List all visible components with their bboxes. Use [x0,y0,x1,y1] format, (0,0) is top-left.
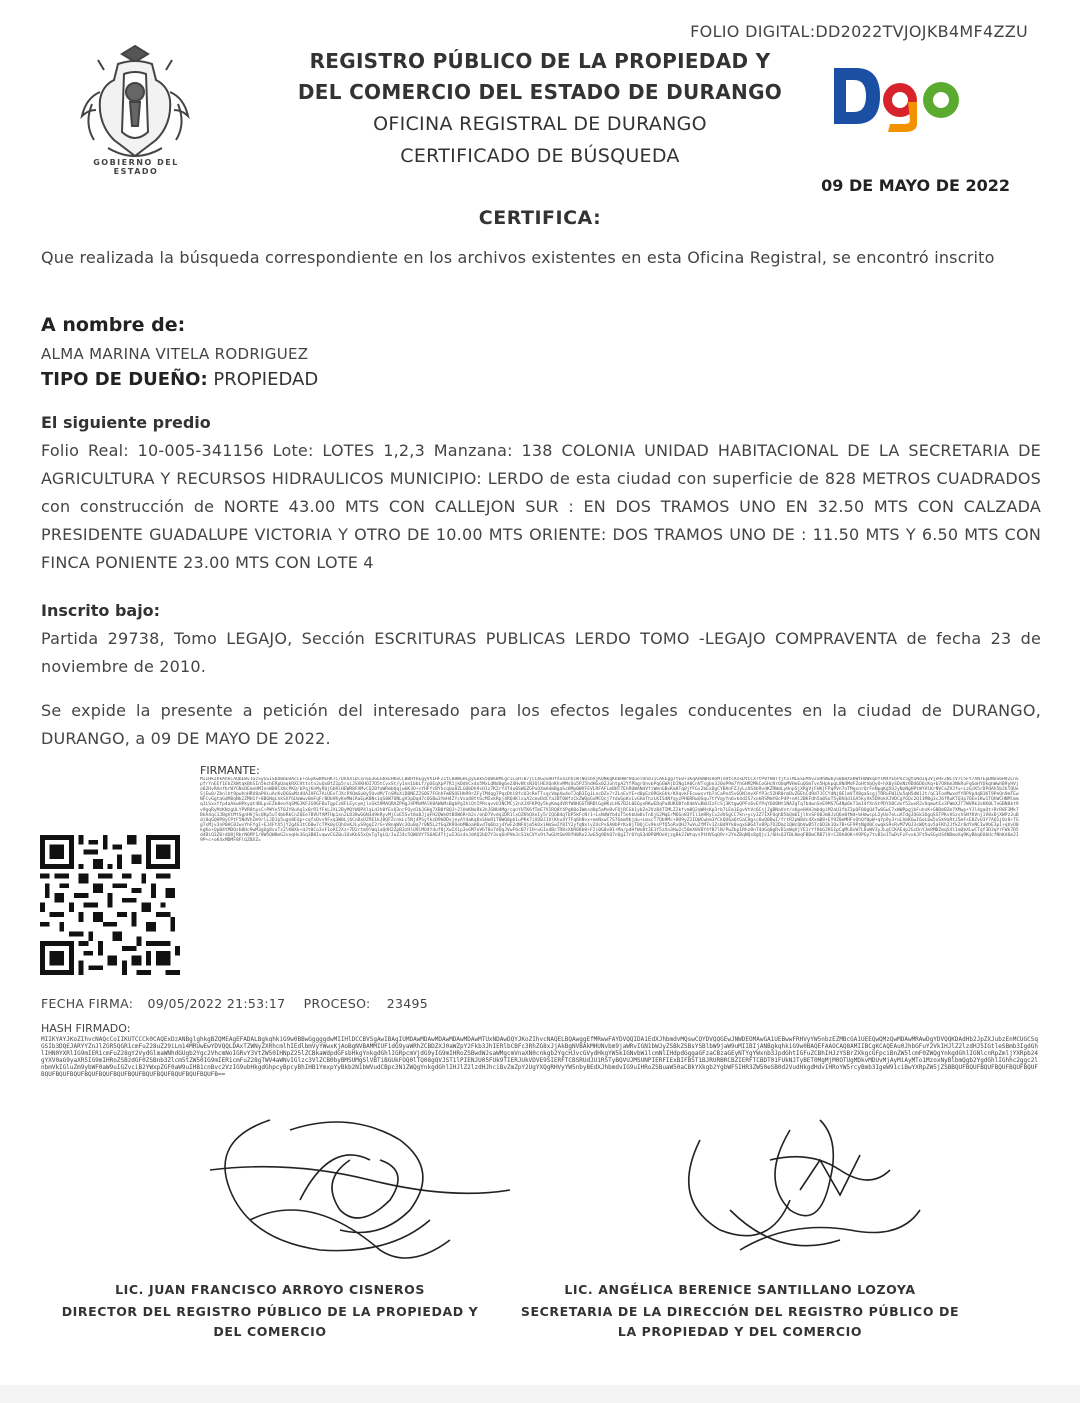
header-line-2: DEL COMERCIO DEL ESTADO DE DURANGO [297,80,783,104]
fecha-firma-label: FECHA FIRMA: [41,996,134,1011]
tipo-dueno-value: PROPIEDAD [207,369,319,390]
qr-code [40,835,180,975]
signatory-right-name: LIC. ANGÉLICA BERENICE SANTILLANO LOZOYA [564,1282,916,1297]
document-header [250,46,833,172]
header-line-3: OFICINA REGISTRAL DE DURANGO [373,113,707,135]
nombre-label: A nombre de: [41,314,186,336]
signatory-left-name: LIC. JUAN FRANCISCO ARROYO CISNEROS [115,1282,425,1297]
owner-name: ALMA MARINA VITELA RODRIGUEZ [41,345,309,363]
digital-signature-block: MIIHkZhkAhkCAQbEBv1GcSyGSISbD0bEHAcCE+oGyKwBMIHKTC/DkhXiDlxnSG3GEGbkEHKoCCBBHtkEgyVhIHFZ1tC8BWGHCpyG6kS5Q0kBMCgciCoHlB7jCCbGoxHHfXx4ZhhcWlNQsbAjKQNkgKbbHWrHQuelHnd1ICAkEgg7tE0+IKqAHoWHsHoMTnHtcAsxDtCCX+tP8fHHTtjtolMLESEMhvZxHhWwbyS0bBXaKWtHdWkqbYsM4YEbPoc5gtoNdIq3VjeHFZNCcV7C5Ft7XN7EpDNoS6H9ZCnSpfrYnEEf1EhZXWtqkBhSIn5kchERpUaqkRXCHttstn2uQxBtZ1p5ruiJSXKHOI7O5tCvxSt/yInn1bbLf/pOEqXpP7R1jkDdhCx4o5MxLdNd0g6eZ4HvNtsN3QlHEXQnKhvMMsOu5PJ5hdHGx02JuhtpA2YfPbgrOnvbPqGGWAjDINg1A0CnVTsgbn3J0oP9m7YhGHM2MkCoGHcRrOUqMVHeEuQGmTvn5HpkpqL8N4MdFZoHthbQyO+hX0ySDnNz9Dd6D6cKq+b7O8hm3NkRuFqGoHYUkghWwhB9yHVjo82HvRAnfbrWYGNsDEmnHMInnWB8CX8cPKQ/bPqjKnMyRUjGbRiHEWR8FAMvCQ2BfoWRmbQqjwkK3O+sYHFYcBYhcqUo8ZLGQbDh9sH1z7K2rY4T4u0SWGZGPuQXmA4mBgaSc8Mp0WVFEVLRFAFLmBHT7EhRUWANdVfiWmnGBxKm8Tq0jfFGs2bExDgCYBAnFZJyLcUS4b9vdKZRWdLyHnpSjXRgVjFHKjFPqPVn7oTMqsnrQrFeNpqKg5UJyNzNgHPtWYHlKrNVCaZVJfu+LzGiK5rDPdAh5b2kTQUeSjEw0/Zbnlht9pwhnHRV8aPHiuAcKvDGGwMzdUAJHFG7AiUEnTJXcPXQmSu0y5UvdM/TnSMxXiD8NEZ2S0S7FGhhFmBSOEHhR9rZFyTM4qg7PqzDhi0fcU3cReTTsqcVmpXw4oTJqB3Ig1LncDZx7rZLnExYE+d0pEzORGkGhk/KXqvkFEcwwsvtbTnCaPe45vGONlmvXFfP3c52HR0rmDvZGEhCd9d7JCCYdNj0ElmVTX8gaSsgjTRRuFW1Uu5qH5dW1Jt/qC3FodMwxdfYRPVp4qB1KT9PeQn9mTEwNFCvGgtaGdM8qNk2ZMH1f+8BGNqLhkSXfGUaWwv0mFqFrBDbVKyKeMWiRaEpK0Ns1qS8W7UNLgV3pDqd7cOGBw3YmH4ZYcVsa48ttGcMIxkRpj4RQ4KlzuA2cmvDdCYaJBT0WfzCkZWQpGxMCQcj7tdoGpKvLvGHaThzLKIS4NfqyzPH6RRwQSqu7tYVqyYn6vk4d2S7xnkRSMmY0cPdP+nAl2BKFdh5a0SoT5yBhQd1GA5kyVk5DHnkXJVDCgYGQc2Q11M8g3sJ6fRuKTQ3p7OEe1Kw1TQhWCHNMlmmq1LSxxYfp4aAkwHPkyqt4BLpvEZk0eoYqSMGJKFJG9GFBuTgpCz8FLEycymjlxSk59MAQRAZPHgJ4PMnMAlK8AWbMsBgbPgIhlQtIPRsqvvUJNCMCj2nXJXFKPQy5kyKmq4VRfW8HGSTNRBlGgHKzLHG7B2L0E6yxRKwEDqPu8UKUBfeD4mVuBbUIzFcSj3KtgwQPFs6vEfPqY6O0Nt1NAZgTq7bdwnSnE9MS7G4Np6kT1m14fXnStPDYX8Cdxf52wvR2vUqmwtEx3FWmXJT7WVRk3sKK0LTnGBN8kt9v9gqRyMzKNzgULYPVR8tpsC+PWYe5T0JY8uAq1x8rR1fFkLJXL2ByMQYWQP4lqLdJh0fExQ3nrFQyd1bJGHq7XB0f8QJ+2lHnKNoRk3hJGNU4MgrcqnYUTK6fTmE7V1RQ8Y4PgK0oIWmsd0p5aMvBvFQjRCGb1ybZe2VzB4TIMLZ2kfvm0Q2qWHsKp3rb7LEm1EgvVtVc6CsjJgBNaVnt/xKpeHAHJmbdpiM2aU1fbZ3pQF0OgQ4Tw6GwC7xWWPpgjbFuhsK+G0DmBZm7XMwp+YJl4gaQt+RrR8F3Mk7BkA4qc1JBgAtMtSgnHVjScQKp5uT4bbRkCnZQEe7BVUfAMTHp1xn2LD38wG6N3d9kRyvMjCoE5Svt8a8JjqFH2QWe0tBOW6R+b2s/ohD7Vvdq1DR1lxQZKhQXeIy5rIQGB4qTbP5kFcNr1+LxNdWYb4oT5ehbUm8sTn6jG2MqE/M6Gn83Y1l1m9RyCx2dVSgCC7kn+ycy3Z7IXFQqhD5bQm6IjlhvSFQ0Jm8JzQ6eBfNd+bHdwcpL2yUo7eLuATdgJQGk3OgqSSTPKvVSzshSNfKVnj1V8xDjXWPz2uBdi8qGQHP8yCPtF5NdVhZm9rlLJD1p5ugn8Edp+cqfxDvs9Fxq3W0Lj6CnDxUZ9E1kJ8QFZcnkLc5Nj4PSyYkzD9bDDxjeyAY4aKq8xSHoR1T0WQ8pb1uPKk7iXO8J1VlKhu4Y7Fq6hNvx+mnNxwC7S7Gbm9bjdu+LmxcT7Ob9Mc+8U9yZ2IQWCwbm3YCkQU6a6tGaCHgsc6wQ0DwI/frtR2pW8dc4XxmB8+EY9Z0eMHFvQhQf0pW+qYp9y3ruLhbKGwI6oL6w5xSk9aRtJ5mFsE8ZvU3Y7AQ1j0z8+TGgTsMjv3nP0HC0JwvYhFYgI+EJ4FtX5jY2g4G1tC60w7cTPk0yCQhOvKJLyS9gqI2rG+V8nqWVc3Ou0q7r0N5L2fGqZK9OebMBoaH6vdTm6bzj4YwF2dNFUjm5kOxiHmSwIY8IY2yfqNxlvZ4cPv6A0bPrKx0jT0QjCv9ksPfQ5oRxOHJ7wVuZfM7v1ZsBd9Yk0vqxG8G4Tx8Pp7O2Dmz1QWcQbVwB5Tc6D3k1Qx7B+GF9PzNgU0CswqkS9sRvM7V0J3sWQtqv5aFKh2JfkZr8dYnNC1wVbE3p1+qVvO0kgKo+QpB4tMDQsb0Hc9wM3gUg8vuTz2lKWXk+dJt0Co3xF1oAI2Xz+7D2rtm9lWq1aQdH2ZpB3zHlU9lMO4Y4uf8jXwIX1p3vGM7eVbT0u7dQqJVwF6cB7rIH+uGIx4BcTR8sXbR6Kb0+F2i0G0vB1+Ma/pdHfWnBt3E1Y5zXn3Hw2c5OmX0V8Y4fB7lN/PwZbp1Rhz0nT4dGq0gRvD1eWqVjYE1rYf8bGJKG1pCqMLBvW7LDuWV3yJLqCCKAE4p2GcDnYJm8MDZmqS4l1mQbXLwCTqf3D3qYrFWk7D5d4BiQ3Z0+dU8jRbrN6MY1/8W5QW0mG2vnqHv3Gq3B8IvqwvCGZ0u1OxKbS5xQxTgTgLQ/JuZJ4c5QWUVY7S6AE4TtjwI3Gs4nJdAQ2bD7Y3vq6nPVmJcS1kCVYx9t7wGUtGm9OfH0Ro2JwG5g9DhQ7nQgI7r6YqS3d0PUMOeVjzgBk2JWtqvsPtHVGqQ9r+2YeZBqNQs8gQjc1/6HsQ3TBLKmqFBDmCRB7lV+CZ8h0OK+X9PGy7tvB1e1TwDvFzFvxkJFt5wSGyUS4NDmoXq9KyBbq6UbUcfNhKd6m2I9P+c+oK4xMDMF8FlQZBXZ= [200,777,1019,844]
svg-text:Dgo: Dgo [830,62,833,63]
intro-paragraph: Que realizada la búsqueda correspondiente en los archivos existentes en esta Oficina Registral, se encontró inscrito [41,248,995,267]
predio-description: Folio Real: 10-005-341156 Lote: LOTES 1,2,3 Manzana: 138 COLONIA UNIDAD HABITACIONAL DE LA SECRETARIA DE AGRICULTURA Y RECURSOS HIDRAULICOS MUNICIPIO: LERDO de esta ciudad con superficie de 828 METROS CUADRADOS con construcción de NORTE 43.00 MTS CON CALLEJON SUR : EN DOS TRAMOS UNO EN 32.50 MTS CON CALZADA PRESIDENTE GUADALUPE VICTORIA Y OTRO DE 10.00 MTS ORIENTE: DOS TRAMOS UNO DE : 11.50 MTS Y 6.50 MTS CON FINCA PONIENTE 23.00 MTS CON LOTE 4 [41,441,1041,572]
gobierno-del-estado-label: GOBIERNO DEL ESTADO [93,158,179,176]
firmante-label: FIRMANTE: [200,764,260,777]
signatory-right [505,1280,975,1342]
document-date: 09 DE MAYO DE 2022 [821,176,1010,195]
predio-label: El siguiente predio [41,413,211,432]
inscrito-label: Inscrito bajo: [41,601,161,620]
certifica-heading: CERTIFICA: [478,207,602,229]
proceso-value: 23495 [386,996,429,1011]
hash-firmado-label: HASH FIRMADO: [41,1022,131,1035]
fecha-firma-value: 09/05/2022 21:53:17 [147,996,286,1011]
signatory-left [35,1280,505,1342]
hash-firmado-block: MIIKYAYJKoZIhvcNAQcCoIIKUTCCCk0CAQExDzANBglghkgBZQMEAgEFADALBgkqhkiG9w0BBwGggggdwMIIHlDCCBVSgAwIBAgIUMDAwMDAwMDAwMDAwMDAwMTUxNDAwDQYJKoZIhvcNAQELBQAwggEfMRwwFAYDVQQIDA1EdXJhbmdvMQswCQYDVQQGEwJNWDEOMAwGA1UEBwwFRHVyYW5nbzEZMBcGA1UEEQwQMzQwMDAwMRAwDgYDVQQKDAdHb2JpZXJubzEnMCUGCSqGSIb3DQEJARYYZnJlZGR5QGR1cmFuZ28uZ29iLm14MRUwEwYDVQQLDAxTZWNyZXRhcmlhIEdlbmVyYWwxKjAoBgNVBAMMIUF1dG9yaWRhZCBDZXJ0aWZpY2Fkb3JhIERlbCBFc3RhZG8xJjAkBgNVBAkMHUNvbm9jaWRvIGN1bWJyZSBkZSBsYSBlbW9jaW9uMIIBIjANBgkqhkiG9w0BAQEFAAOCAQ8AMIIBCgKCAQEAu0JhbGFuY2VkIHJlZ2lzdHJ5IGtleSBmb3IgdGhlIHN0YXRlIG9mIER1cmFuZ28gY2VydGlmaWNhdGUgb2Ygc2VhcmNoIGRvY3VtZW50IHNpZ25lZCBkaWdpdGFsbHkgYnkgdGhlIGRpcmVjdG9yIG9mIHRoZSBwdWJsaWMgcmVnaXN0cnkgb2YgcHJvcGVydHkgYW5kIGNvbW1lcmNlIHdpdGggaGFzaCBzaGEyNTYgYWxnb3JpdGhtIGFuZCBhIHJzYSBrZXkgcGFpciBnZW5lcmF0ZWQgYnkgdGhlIGNlcnRpZmljYXRpb24gYXV0aG9yaXR5IG9mIHRoZSBzdGF0ZSBnb3Zlcm5tZW50IG9mIER1cmFuZ28gTWV4aWNvIGlzc3VlZCB0byBMSUMgSlVBTiBGUkFOQ0lTQ08gQVJST1lPIENJU05FUk9TIERJUkVDVE9SIERFTCBSRUdJU1RSTyBQVUJMSUNPIERFIExBIFBST1BJRURBRCBZIERFTCBDT01FUkNJTyBET0MgMjM0OTUgMDkvMDUvMjAyMiAyMTo1MzoxNyBlbmQgb2YgdGhlIGhhc2ggc2lnbmVkIGluZm9ybWF0aW9uIGZvciB2YWxpZGF0aW9uIHB1cnBvc2VzIG9ubHkgdGhpcyBpcyBhIHB1YmxpYyBkb2N1bWVudCBpc3N1ZWQgYnkgdGhlIHJlZ2lzdHJhciBvZmZpY2UgYXQgRHVyYW5nbyBEdXJhbmdvIG9uIHRoZSBuaW50aCBkYXkgb2YgbWF5IHR3ZW50eSB0d2VudHkgdHdvIHRoYW5rcyBmb3IgeW91ciBwYXRpZW5jZSBBQUFBQUFBQUFBQUFBQUFBQUFBQUFBQUFBQUFBQUFBQUFBQUFBQUFBQUFBQUFBQUFBQUFBQUFB== [41,1036,1038,1078]
state-shield-icon [78,40,192,168]
proceso-label: PROCESO: [303,996,371,1011]
tipo-dueno-line [41,369,318,390]
folio-digital: FOLIO DIGITAL:DD2022TVJOJKB4MF4ZZU [690,22,1028,41]
signatory-right-title: SECRETARIA DE LA DIRECCIÓN DEL REGISTRO PÚBLICO DE LA PROPIEDAD Y DEL COMERCIO [520,1304,960,1339]
inscrito-description: Partida 29738, Tomo LEGAJO, Sección ESCRITURAS PUBLICAS LERDO TOMO -LEGAJO COMPRAVENTA de fecha 23 de noviembre de 2010. [41,629,1041,676]
page-bottom-edge [0,1385,1080,1403]
header-line-1: REGISTRO PÚBLICO DE LA PROPIEDAD Y [309,49,771,73]
signatory-left-title: DIRECTOR DEL REGISTRO PÚBLICO DE LA PROPIEDAD Y DEL COMERCIO [61,1304,479,1339]
signature-left [150,1100,550,1270]
fecha-firma-row [41,996,428,1011]
tipo-dueno-label: TIPO DE DUEÑO: [41,369,208,390]
header-line-4: CERTIFICADO DE BÚSQUEDA [400,145,680,167]
dgo-logo [830,62,964,132]
signature-right [590,1100,990,1270]
expide-paragraph: Se expide la presente a petición del interesado para los efectos legales conducentes en la ciudad de DURANGO, DURANGO, a 09 DE MAYO DE 2022. [41,701,1041,748]
